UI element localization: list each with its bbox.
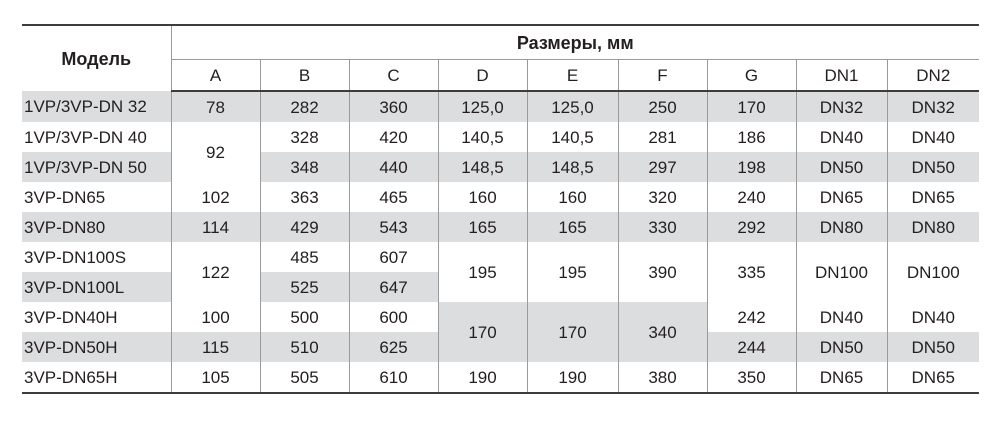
cell-b: 485 [260,242,349,272]
cell-c: 607 [349,242,438,272]
cell-e: 160 [527,182,618,212]
table-row [22,122,979,152]
cell-dn1: DN32 [796,91,887,122]
model-cell: 3VP-DN80 [22,212,171,242]
cell-f: 380 [618,362,707,393]
cell-d: 195 [438,242,527,302]
cell-f: 390 [618,242,707,302]
cell-f: 330 [618,212,707,242]
cell-g: 292 [707,212,796,242]
table-row [22,362,979,393]
cell-g: 198 [707,152,796,182]
model-cell: 3VP-DN50H [22,332,171,362]
cell-c: 420 [349,122,438,152]
cell-f: 297 [618,152,707,182]
cell-f: 320 [618,182,707,212]
cell-e: 125,0 [527,91,618,122]
cell-c: 465 [349,182,438,212]
cell-dn2: DN50 [887,152,979,182]
cell-c: 625 [349,332,438,362]
cell-f: 340 [618,302,707,362]
cell-d: 125,0 [438,91,527,122]
cell-d: 170 [438,302,527,362]
cell-d: 165 [438,212,527,242]
cell-a: 105 [171,362,260,393]
cell-dn1: DN65 [796,182,887,212]
column-header-dn2: DN2 [887,60,979,92]
cell-c: 440 [349,152,438,182]
cell-dn1: DN50 [796,332,887,362]
cell-b: 348 [260,152,349,182]
cell-a: 100 [171,302,260,332]
model-column-header: Модель [22,25,171,91]
cell-c: 360 [349,91,438,122]
cell-a: 114 [171,212,260,242]
cell-dn2: DN50 [887,332,979,362]
cell-dn1: DN40 [796,302,887,332]
cell-g: 186 [707,122,796,152]
cell-dn2: DN100 [887,242,979,302]
cell-b: 363 [260,182,349,212]
cell-b: 282 [260,91,349,122]
table-row [22,91,979,122]
cell-dn2: DN80 [887,212,979,242]
table-row [22,302,979,332]
cell-dn1: DN80 [796,212,887,242]
dimensions-table [22,24,979,394]
cell-d: 190 [438,362,527,393]
table-row [22,242,979,272]
cell-a: 92 [171,122,260,182]
cell-b: 525 [260,272,349,302]
cell-e: 140,5 [527,122,618,152]
cell-a: 115 [171,332,260,362]
cell-dn2: DN40 [887,122,979,152]
cell-c: 600 [349,302,438,332]
cell-b: 510 [260,332,349,362]
table-row [22,182,979,212]
cell-c: 647 [349,272,438,302]
model-cell: 3VP-DN40H [22,302,171,332]
cell-a: 122 [171,242,260,302]
column-header-c: C [349,60,438,92]
cell-dn2: DN40 [887,302,979,332]
cell-d: 140,5 [438,122,527,152]
table-row [22,152,979,182]
model-cell: 3VP-DN100L [22,272,171,302]
cell-dn1: DN100 [796,242,887,302]
cell-dn1: DN50 [796,152,887,182]
cell-c: 610 [349,362,438,393]
column-header-dn1: DN1 [796,60,887,92]
cell-dn2: DN65 [887,182,979,212]
cell-d: 148,5 [438,152,527,182]
cell-g: 170 [707,91,796,122]
cell-g: 242 [707,302,796,332]
model-cell: 1VP/3VP-DN 50 [22,152,171,182]
cell-b: 328 [260,122,349,152]
column-header-d: D [438,60,527,92]
cell-dn1: DN65 [796,362,887,393]
model-cell: 1VP/3VP-DN 32 [22,91,171,122]
cell-e: 165 [527,212,618,242]
column-header-a: A [171,60,260,92]
cell-e: 195 [527,242,618,302]
column-header-g: G [707,60,796,92]
cell-b: 505 [260,362,349,393]
cell-dn1: DN40 [796,122,887,152]
cell-a: 78 [171,91,260,122]
column-header-f: F [618,60,707,92]
cell-f: 250 [618,91,707,122]
cell-e: 190 [527,362,618,393]
column-header-e: E [527,60,618,92]
model-cell: 1VP/3VP-DN 40 [22,122,171,152]
cell-g: 350 [707,362,796,393]
cell-c: 543 [349,212,438,242]
cell-d: 160 [438,182,527,212]
model-cell: 3VP-DN65 [22,182,171,212]
model-cell: 3VP-DN100S [22,242,171,272]
cell-e: 148,5 [527,152,618,182]
cell-f: 281 [618,122,707,152]
table-row [22,212,979,242]
cell-dn2: DN65 [887,362,979,393]
model-cell: 3VP-DN65H [22,362,171,393]
cell-g: 240 [707,182,796,212]
cell-b: 429 [260,212,349,242]
cell-g: 335 [707,242,796,302]
column-header-b: B [260,60,349,92]
cell-a: 102 [171,182,260,212]
cell-dn2: DN32 [887,91,979,122]
cell-g: 244 [707,332,796,362]
cell-e: 170 [527,302,618,362]
cell-b: 500 [260,302,349,332]
dimensions-group-header: Размеры, мм [171,25,979,60]
